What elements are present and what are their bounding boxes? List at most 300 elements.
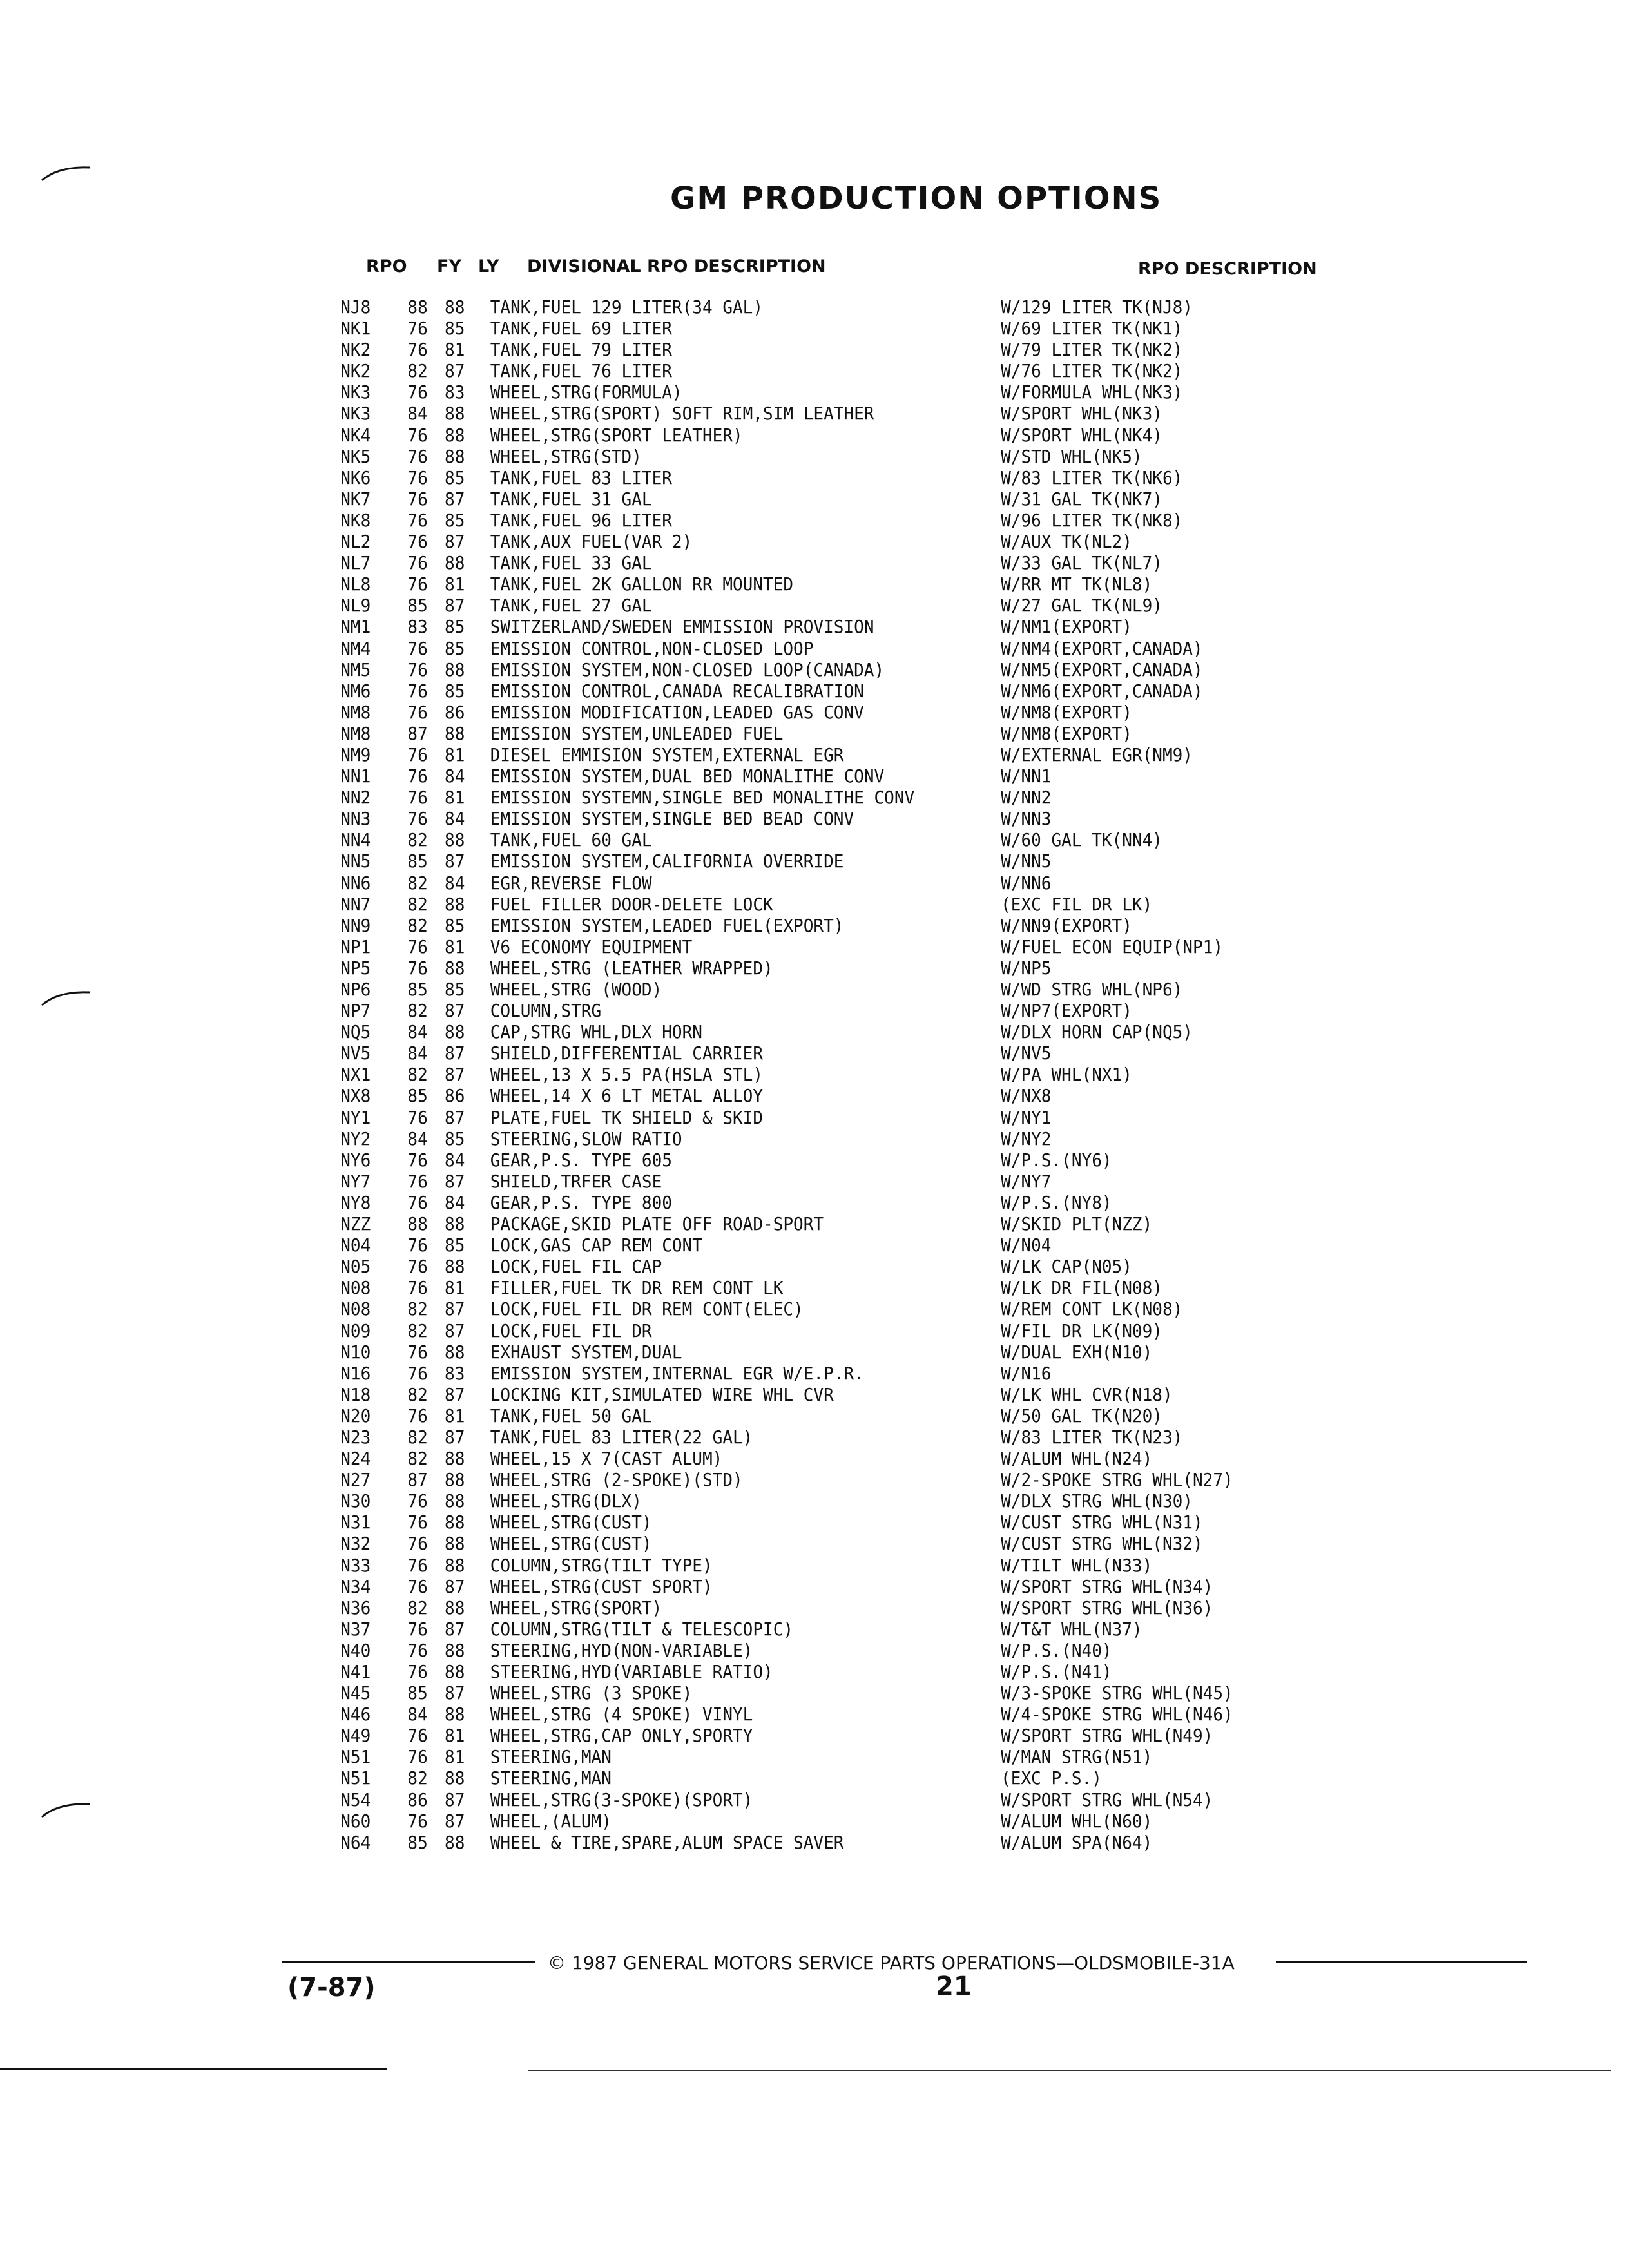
last-year: 85 [445, 318, 465, 340]
last-year: 83 [445, 381, 465, 403]
rpo-description: W/2-SPOKE STRG WHL(N27) [1001, 1469, 1233, 1491]
rpo-description: W/CUST STRG WHL(N31) [1001, 1512, 1203, 1533]
last-year: 87 [445, 1682, 465, 1704]
last-year: 88 [445, 1661, 465, 1682]
rpo-description: W/SPORT STRG WHL(N49) [1001, 1725, 1213, 1747]
divisional-description: EMISSION SYSTEM,LEADED FUEL(EXPORT) [490, 914, 844, 936]
last-year: 85 [445, 1128, 465, 1149]
divisional-description: TANK,FUEL 96 LITER [490, 509, 672, 531]
rpo-code: N34 [340, 1575, 371, 1597]
first-year: 76 [407, 1575, 428, 1597]
divisional-description: WHEEL,STRG(STD) [490, 445, 642, 467]
last-year: 85 [445, 637, 465, 659]
first-year: 82 [407, 893, 428, 915]
last-year: 88 [445, 1554, 465, 1576]
rpo-description: W/NP5 [1001, 957, 1052, 979]
rpo-description: W/NP7(EXPORT) [1001, 1000, 1132, 1022]
hole-punch-mark-2 [39, 986, 97, 1012]
divisional-description: LOCK,FUEL FIL CAP [490, 1256, 662, 1278]
divisional-description: STEERING,MAN [490, 1746, 612, 1768]
rpo-code: NK6 [340, 466, 371, 488]
first-year: 76 [407, 445, 428, 467]
rpo-code: NL9 [340, 595, 371, 617]
table-row [0, 1021, 1515, 1043]
divisional-description: WHEEL,STRG(SPORT) [490, 1597, 662, 1619]
table-row [0, 1746, 1515, 1767]
first-year: 76 [407, 936, 428, 957]
table-row [0, 446, 1515, 467]
page-number: 21 [936, 1972, 972, 2001]
rpo-code: NL8 [340, 573, 371, 595]
last-year: 88 [445, 296, 465, 318]
last-year: 87 [445, 1810, 465, 1832]
rpo-code: N32 [340, 1533, 371, 1555]
first-year: 83 [407, 616, 428, 638]
table-row [0, 957, 1515, 979]
rpo-code: N27 [340, 1469, 371, 1491]
table-row [0, 1000, 1515, 1021]
first-year: 76 [407, 339, 428, 361]
rpo-code: NN2 [340, 787, 371, 809]
last-year: 87 [445, 1618, 465, 1640]
rpo-code: NN3 [340, 808, 371, 830]
table-row [0, 894, 1515, 915]
rpo-code: N04 [340, 1235, 371, 1256]
rpo-code: N33 [340, 1554, 371, 1576]
rpo-code: NM9 [340, 744, 371, 765]
last-year: 88 [445, 1448, 465, 1470]
rpo-description: W/N04 [1001, 1235, 1052, 1256]
first-year: 82 [407, 872, 428, 894]
first-year: 82 [407, 829, 428, 851]
rpo-code: NM4 [340, 637, 371, 659]
divisional-description: EMISSION SYSTEM,NON-CLOSED LOOP(CANADA) [490, 658, 885, 680]
last-year: 83 [445, 1362, 465, 1384]
table-row [0, 1640, 1515, 1661]
first-year: 76 [407, 658, 428, 680]
rpo-description: W/3-SPOKE STRG WHL(N45) [1001, 1682, 1233, 1704]
first-year: 76 [407, 381, 428, 403]
last-year: 85 [445, 1235, 465, 1256]
rpo-description: W/NN3 [1001, 808, 1052, 830]
table-row [0, 1384, 1515, 1405]
rpo-code: NN9 [340, 914, 371, 936]
last-year: 84 [445, 765, 465, 787]
divisional-description: TANK,FUEL 2K GALLON RR MOUNTED [490, 573, 794, 595]
table-row [0, 552, 1515, 573]
rpo-description: W/P.S.(N40) [1001, 1639, 1112, 1661]
divisional-description: EMISSION SYSTEM,CALIFORNIA OVERRIDE [490, 850, 844, 872]
rpo-code: N49 [340, 1725, 371, 1747]
table-row [0, 1085, 1515, 1106]
last-year: 88 [445, 445, 465, 467]
divisional-description: WHEEL,STRG (4 SPOKE) VINYL [490, 1704, 753, 1725]
table-row [0, 936, 1515, 957]
rpo-description: W/SPORT WHL(NK4) [1001, 424, 1162, 446]
divisional-description: WHEEL,14 X 6 LT METAL ALLOY [490, 1085, 764, 1107]
last-year: 87 [445, 1043, 465, 1064]
bottom-scan-line-right [528, 2070, 1611, 2071]
last-year: 87 [445, 1426, 465, 1448]
rpo-code: NK1 [340, 318, 371, 340]
first-year: 84 [407, 1128, 428, 1149]
divisional-description: PLATE,FUEL TK SHIELD & SKID [490, 1106, 764, 1128]
rpo-code: NP7 [340, 1000, 371, 1022]
first-year: 82 [407, 914, 428, 936]
rpo-description: W/REM CONT LK(N08) [1001, 1298, 1183, 1320]
divisional-description: EXHAUST SYSTEM,DUAL [490, 1341, 682, 1363]
divisional-description: WHEEL,STRG(CUST SPORT) [490, 1575, 713, 1597]
first-year: 85 [407, 850, 428, 872]
table-row [0, 1064, 1515, 1085]
rpo-code: N40 [340, 1639, 371, 1661]
divisional-description: TANK,FUEL 50 GAL [490, 1405, 652, 1427]
rpo-description: W/STD WHL(NK5) [1001, 445, 1142, 467]
divisional-description: LOCK,GAS CAP REM CONT [490, 1235, 702, 1256]
table-row [0, 296, 1515, 318]
divisional-description: TANK,FUEL 76 LITER [490, 360, 672, 382]
table-row [0, 339, 1515, 360]
divisional-description: FUEL FILLER DOOR-DELETE LOCK [490, 893, 773, 915]
last-year: 88 [445, 1256, 465, 1278]
divisional-description: TANK,FUEL 27 GAL [490, 595, 652, 617]
table-row [0, 1789, 1515, 1811]
rpo-code: N16 [340, 1362, 371, 1384]
rpo-description: W/TILT WHL(N33) [1001, 1554, 1153, 1576]
table-row [0, 723, 1515, 744]
footer-rule-right [1276, 1961, 1527, 1963]
rpo-description: W/P.S.(NY8) [1001, 1191, 1112, 1213]
rpo-code: NK8 [340, 509, 371, 531]
first-year: 86 [407, 1789, 428, 1811]
first-year: 76 [407, 808, 428, 830]
last-year: 88 [445, 1490, 465, 1512]
divisional-description: EGR,REVERSE FLOW [490, 872, 652, 894]
rpo-description: W/SPORT STRG WHL(N34) [1001, 1575, 1213, 1597]
table-row [0, 915, 1515, 936]
rpo-code: N18 [340, 1383, 371, 1405]
divisional-description: COLUMN,STRG(TILT TYPE) [490, 1554, 713, 1576]
last-year: 88 [445, 1021, 465, 1043]
date-code: (7-87) [287, 1973, 376, 2003]
rpo-code: NY8 [340, 1191, 371, 1213]
divisional-description: COLUMN,STRG [490, 1000, 602, 1022]
rpo-code: NX1 [340, 1064, 371, 1086]
table-row [0, 1512, 1515, 1533]
footer-copyright: © 1987 GENERAL MOTORS SERVICE PARTS OPERATIONS—OLDSMOBILE-31A [548, 1952, 1235, 1974]
divisional-description: WHEEL,STRG (LEATHER WRAPPED) [490, 957, 773, 979]
first-year: 76 [407, 552, 428, 574]
table-row [0, 531, 1515, 552]
rpo-description: W/83 LITER TK(N23) [1001, 1426, 1183, 1448]
rpo-description: W/NX8 [1001, 1085, 1052, 1107]
last-year: 88 [445, 1512, 465, 1533]
divisional-description: TANK,FUEL 129 LITER(34 GAL) [490, 296, 764, 318]
last-year: 87 [445, 1106, 465, 1128]
last-year: 81 [445, 573, 465, 595]
last-year: 81 [445, 1405, 465, 1427]
page-title: GM PRODUCTION OPTIONS [670, 180, 1162, 216]
table-row [0, 1256, 1515, 1277]
divisional-description: WHEEL,STRG (WOOD) [490, 979, 662, 1000]
first-year: 85 [407, 979, 428, 1000]
rpo-description: W/LK WHL CVR(N18) [1001, 1383, 1173, 1405]
rpo-description: W/NM1(EXPORT) [1001, 616, 1132, 638]
table-row [0, 1043, 1515, 1064]
first-year: 76 [407, 1490, 428, 1512]
rpo-code: NK3 [340, 381, 371, 403]
rpo-code: N51 [340, 1746, 371, 1768]
footer-rule-left [282, 1961, 535, 1963]
rpo-description: W/NY2 [1001, 1128, 1052, 1149]
rpo-description: W/27 GAL TK(NL9) [1001, 595, 1162, 617]
rpo-description: W/CUST STRG WHL(N32) [1001, 1533, 1203, 1555]
divisional-description: WHEEL,STRG(SPORT LEATHER) [490, 424, 743, 446]
divisional-description: WHEEL,STRG (2-SPOKE)(STD) [490, 1469, 743, 1491]
divisional-description: V6 ECONOMY EQUIPMENT [490, 936, 693, 957]
rpo-code: NX8 [340, 1085, 371, 1107]
rpo-description: (EXC FIL DR LK) [1001, 893, 1153, 915]
last-year: 84 [445, 1191, 465, 1213]
rpo-description: W/NN1 [1001, 765, 1052, 787]
table-row [0, 1149, 1515, 1171]
table-row [0, 510, 1515, 531]
divisional-description: LOCK,FUEL FIL DR [490, 1320, 652, 1341]
table-row [0, 1704, 1515, 1725]
last-year: 81 [445, 339, 465, 361]
first-year: 85 [407, 1085, 428, 1107]
divisional-description: SHIELD,TRFER CASE [490, 1170, 662, 1192]
first-year: 82 [407, 1000, 428, 1022]
bottom-scan-line-left [0, 2068, 387, 2070]
divisional-description: EMISSION SYSTEM,DUAL BED MONALITHE CONV [490, 765, 885, 787]
table-row [0, 1427, 1515, 1448]
last-year: 87 [445, 531, 465, 553]
table-row [0, 787, 1515, 808]
last-year: 88 [445, 1767, 465, 1789]
first-year: 76 [407, 1106, 428, 1128]
rpo-description: W/MAN STRG(N51) [1001, 1746, 1153, 1768]
first-year: 76 [407, 680, 428, 702]
rpo-code: NQ5 [340, 1021, 371, 1043]
rpo-description: W/P.S.(N41) [1001, 1661, 1112, 1682]
first-year: 82 [407, 1383, 428, 1405]
divisional-description: EMISSION SYSTEMN,SINGLE BED MONALITHE CONV [490, 787, 915, 809]
rpo-description: W/60 GAL TK(NN4) [1001, 829, 1162, 851]
last-year: 88 [445, 1213, 465, 1235]
divisional-description: WHEEL,13 X 5.5 PA(HSLA STL) [490, 1064, 764, 1086]
table-row [0, 360, 1515, 381]
rpo-description: W/SPORT STRG WHL(N54) [1001, 1789, 1213, 1811]
table-row [0, 381, 1515, 403]
rpo-code: NM8 [340, 722, 371, 744]
table-row [0, 573, 1515, 595]
table-row [0, 638, 1515, 659]
last-year: 88 [445, 658, 465, 680]
divisional-description: TANK,AUX FUEL(VAR 2) [490, 531, 693, 553]
divisional-description: DIESEL EMMISION SYSTEM,EXTERNAL EGR [490, 744, 844, 765]
rpo-code: NP1 [340, 936, 371, 957]
header-rpo-description: RPO DESCRIPTION [1138, 259, 1317, 279]
rpo-description: W/RR MT TK(NL8) [1001, 573, 1153, 595]
divisional-description: TANK,FUEL 79 LITER [490, 339, 672, 361]
first-year: 76 [407, 1341, 428, 1363]
table-row [0, 1448, 1515, 1469]
table-row [0, 425, 1515, 446]
rpo-description: W/DLX STRG WHL(N30) [1001, 1490, 1193, 1512]
last-year: 84 [445, 872, 465, 894]
rpo-code: N31 [340, 1512, 371, 1533]
last-year: 88 [445, 424, 465, 446]
first-year: 88 [407, 296, 428, 318]
rpo-code: N08 [340, 1277, 371, 1299]
hole-punch-mark-1 [39, 161, 97, 187]
rpo-code: N05 [340, 1256, 371, 1278]
table-row [0, 872, 1515, 894]
first-year: 82 [407, 1597, 428, 1619]
divisional-description: EMISSION CONTROL,CANADA RECALIBRATION [490, 680, 864, 702]
divisional-description: COLUMN,STRG(TILT & TELESCOPIC) [490, 1618, 794, 1640]
rpo-code: N37 [340, 1618, 371, 1640]
last-year: 81 [445, 1725, 465, 1747]
divisional-description: SHIELD,DIFFERENTIAL CARRIER [490, 1043, 764, 1064]
first-year: 76 [407, 787, 428, 809]
first-year: 76 [407, 637, 428, 659]
divisional-description: EMISSION CONTROL,NON-CLOSED LOOP [490, 637, 814, 659]
last-year: 86 [445, 1085, 465, 1107]
table-row [0, 1576, 1515, 1597]
rpo-code: N20 [340, 1405, 371, 1427]
table-row [0, 403, 1515, 424]
last-year: 88 [445, 722, 465, 744]
hole-punch-mark-3 [39, 1798, 97, 1823]
table-row [0, 744, 1515, 765]
rpo-code: NK5 [340, 445, 371, 467]
rpo-code: NN1 [340, 765, 371, 787]
first-year: 88 [407, 1213, 428, 1235]
first-year: 82 [407, 1298, 428, 1320]
table-row [0, 488, 1515, 510]
divisional-description: TANK,FUEL 60 GAL [490, 829, 652, 851]
first-year: 84 [407, 403, 428, 425]
last-year: 88 [445, 1831, 465, 1853]
rpo-description: W/76 LITER TK(NK2) [1001, 360, 1183, 382]
divisional-description: TANK,FUEL 69 LITER [490, 318, 672, 340]
rpo-code: N36 [340, 1597, 371, 1619]
rpo-code: N41 [340, 1661, 371, 1682]
rpo-code: N60 [340, 1810, 371, 1832]
last-year: 87 [445, 360, 465, 382]
rpo-description: W/50 GAL TK(N20) [1001, 1405, 1162, 1427]
rpo-description: W/31 GAL TK(NK7) [1001, 488, 1162, 510]
first-year: 76 [407, 1362, 428, 1384]
last-year: 85 [445, 509, 465, 531]
rpo-description: W/NM5(EXPORT,CANADA) [1001, 658, 1203, 680]
table-row [0, 1171, 1515, 1192]
last-year: 84 [445, 808, 465, 830]
divisional-description: STEERING,MAN [490, 1767, 612, 1789]
rpo-code: NP6 [340, 979, 371, 1000]
first-year: 82 [407, 1767, 428, 1789]
table-row [0, 318, 1515, 339]
divisional-description: WHEEL,STRG (3 SPOKE) [490, 1682, 693, 1704]
last-year: 87 [445, 1575, 465, 1597]
first-year: 82 [407, 360, 428, 382]
first-year: 76 [407, 1533, 428, 1555]
first-year: 76 [407, 466, 428, 488]
table-row [0, 595, 1515, 616]
rpo-description: W/ALUM WHL(N60) [1001, 1810, 1153, 1832]
first-year: 76 [407, 1810, 428, 1832]
table-row [0, 1298, 1515, 1320]
last-year: 87 [445, 1383, 465, 1405]
last-year: 88 [445, 829, 465, 851]
rpo-description: W/PA WHL(NX1) [1001, 1064, 1132, 1086]
rpo-code: NK2 [340, 339, 371, 361]
rpo-code: N08 [340, 1298, 371, 1320]
last-year: 88 [445, 1469, 465, 1491]
last-year: 88 [445, 1533, 465, 1555]
rpo-description: W/EXTERNAL EGR(NM9) [1001, 744, 1193, 765]
table-row [0, 1811, 1515, 1832]
divisional-description: EMISSION SYSTEM,UNLEADED FUEL [490, 722, 784, 744]
rpo-code: NK4 [340, 424, 371, 446]
rpo-code: NM6 [340, 680, 371, 702]
last-year: 88 [445, 1597, 465, 1619]
header-rpo: RPO [366, 256, 407, 276]
last-year: 81 [445, 744, 465, 765]
divisional-description: WHEEL,15 X 7(CAST ALUM) [490, 1448, 723, 1470]
table-row [0, 765, 1515, 787]
rpo-description: W/N16 [1001, 1362, 1052, 1384]
table-row [0, 1832, 1515, 1853]
first-year: 76 [407, 957, 428, 979]
first-year: 76 [407, 1235, 428, 1256]
last-year: 87 [445, 1064, 465, 1086]
last-year: 88 [445, 957, 465, 979]
rpo-description: W/SKID PLT(NZZ) [1001, 1213, 1153, 1235]
divisional-description: GEAR,P.S. TYPE 605 [490, 1149, 672, 1171]
divisional-description: WHEEL,STRG(3-SPOKE)(SPORT) [490, 1789, 753, 1811]
last-year: 88 [445, 1704, 465, 1725]
rpo-description: W/SPORT WHL(NK3) [1001, 403, 1162, 425]
last-year: 81 [445, 1277, 465, 1299]
table-row [0, 808, 1515, 829]
first-year: 76 [407, 765, 428, 787]
first-year: 76 [407, 1512, 428, 1533]
rpo-code: NL2 [340, 531, 371, 553]
rpo-code: N54 [340, 1789, 371, 1811]
divisional-description: CAP,STRG WHL,DLX HORN [490, 1021, 702, 1043]
rpo-description: W/ALUM WHL(N24) [1001, 1448, 1153, 1470]
last-year: 85 [445, 979, 465, 1000]
divisional-description: EMISSION SYSTEM,SINGLE BED BEAD CONV [490, 808, 854, 830]
last-year: 87 [445, 1298, 465, 1320]
rpo-description: W/FUEL ECON EQUIP(NP1) [1001, 936, 1224, 957]
first-year: 76 [407, 1256, 428, 1278]
first-year: 76 [407, 1405, 428, 1427]
rpo-code: N23 [340, 1426, 371, 1448]
table-row [0, 1661, 1515, 1682]
rpo-code: N51 [340, 1767, 371, 1789]
rpo-code: NJ8 [340, 296, 371, 318]
table-row [0, 1682, 1515, 1704]
rpo-description: W/SPORT STRG WHL(N36) [1001, 1597, 1213, 1619]
last-year: 88 [445, 552, 465, 574]
rpo-code: NN6 [340, 872, 371, 894]
rpo-description: W/4-SPOKE STRG WHL(N46) [1001, 1704, 1233, 1725]
rpo-code: N45 [340, 1682, 371, 1704]
